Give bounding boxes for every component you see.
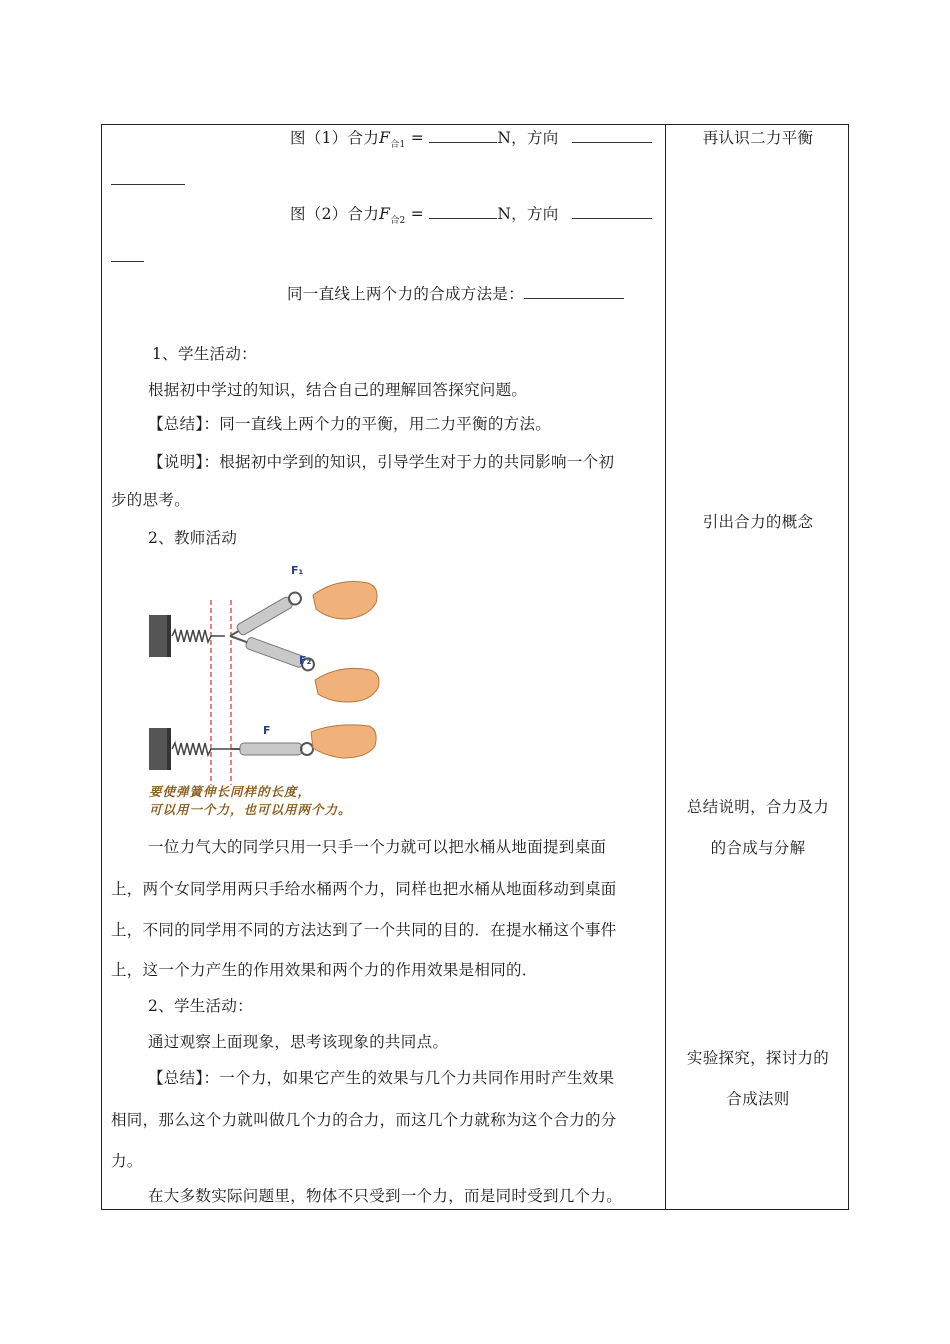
- fig1-direction-blank-cont[interactable]: [111, 170, 185, 185]
- note-line-2: 步的思考。: [111, 491, 191, 509]
- fig2-direction-blank[interactable]: [572, 204, 652, 219]
- label-f: F: [263, 724, 271, 737]
- student-activity-1-text: 根据初中学过的知识，结合自己的理解回答探究问题。: [148, 381, 528, 399]
- figure-caption-line-2: 可以用一个力，也可以用两个力。: [149, 802, 352, 817]
- fig2-question: 图（2）合力$F_{合2} = N$，方向: [290, 204, 652, 231]
- note-line-1: 【说明】：根据初中学到的知识，引导学生对于力的共同影响一个初: [148, 453, 615, 471]
- summary-1: 【总结】：同一直线上两个力的平衡，用二力平衡的方法。: [148, 415, 552, 433]
- side-note-2: 引出合力的概念: [702, 513, 814, 531]
- fig1-magnitude-blank[interactable]: [429, 128, 497, 143]
- side-note-4-line-2: 合成法则: [726, 1090, 790, 1108]
- method-question: 同一直线上两个力的合成方法是：: [287, 284, 624, 304]
- student-activity-2: 2、学生活动：: [148, 997, 253, 1015]
- side-note-3-line-2: 的合成与分解: [710, 839, 806, 857]
- teacher-activity: 2、教师活动: [148, 529, 238, 547]
- side-note-4-line-1: 实验探究，探讨力的: [686, 1049, 830, 1067]
- paragraph-line-3: 上，不同的同学用不同的方法达到了一个共同的目的．在提水桶这个事件: [111, 921, 617, 939]
- fig1-direction-blank[interactable]: [572, 128, 652, 143]
- fig2-magnitude-blank[interactable]: [429, 204, 497, 219]
- fig1-question: 图（1）合力$F_{合1} = N$，方向: [290, 128, 652, 155]
- column-divider: [665, 124, 666, 1210]
- paragraph-line-1: 一位力气大的同学只用一只手一个力就可以把水桶从地面提到桌面: [148, 838, 607, 856]
- side-note-3-line-1: 总结说明，合力及力: [686, 798, 830, 816]
- paragraph-line-2: 上，两个女同学用两只手给水桶两个力，同样也把水桶从地面移动到桌面: [111, 880, 617, 898]
- method-blank[interactable]: [524, 284, 624, 299]
- closing-line: 在大多数实际问题里，物体不只受到一个力，而是同时受到几个力。: [148, 1187, 623, 1205]
- label-f2: F₂: [299, 654, 312, 667]
- student-activity-1: 1、学生活动：: [152, 345, 257, 363]
- student-activity-2-text: 通过观察上面现象，思考该现象的共同点。: [148, 1033, 449, 1051]
- figure-caption-line-1: 要使弹簧伸长同样的长度，: [149, 784, 312, 799]
- fig2-direction-blank-cont[interactable]: [111, 247, 144, 262]
- side-note-1: 再认识二力平衡: [702, 129, 814, 147]
- paragraph-line-4: 上，这一个力产生的作用效果和两个力的作用效果是相同的．: [111, 961, 538, 979]
- summary-2-line-1: 【总结】：一个力，如果它产生的效果与几个力共同作用时产生效果: [148, 1069, 615, 1087]
- spring-balance-figure: [145, 560, 385, 822]
- label-f1: F₁: [291, 564, 304, 577]
- summary-2-line-3: 力。: [111, 1152, 143, 1170]
- summary-2-line-2: 相同，那么这个力就叫做几个力的合力，而这几个力就称为这个合力的分: [111, 1111, 617, 1129]
